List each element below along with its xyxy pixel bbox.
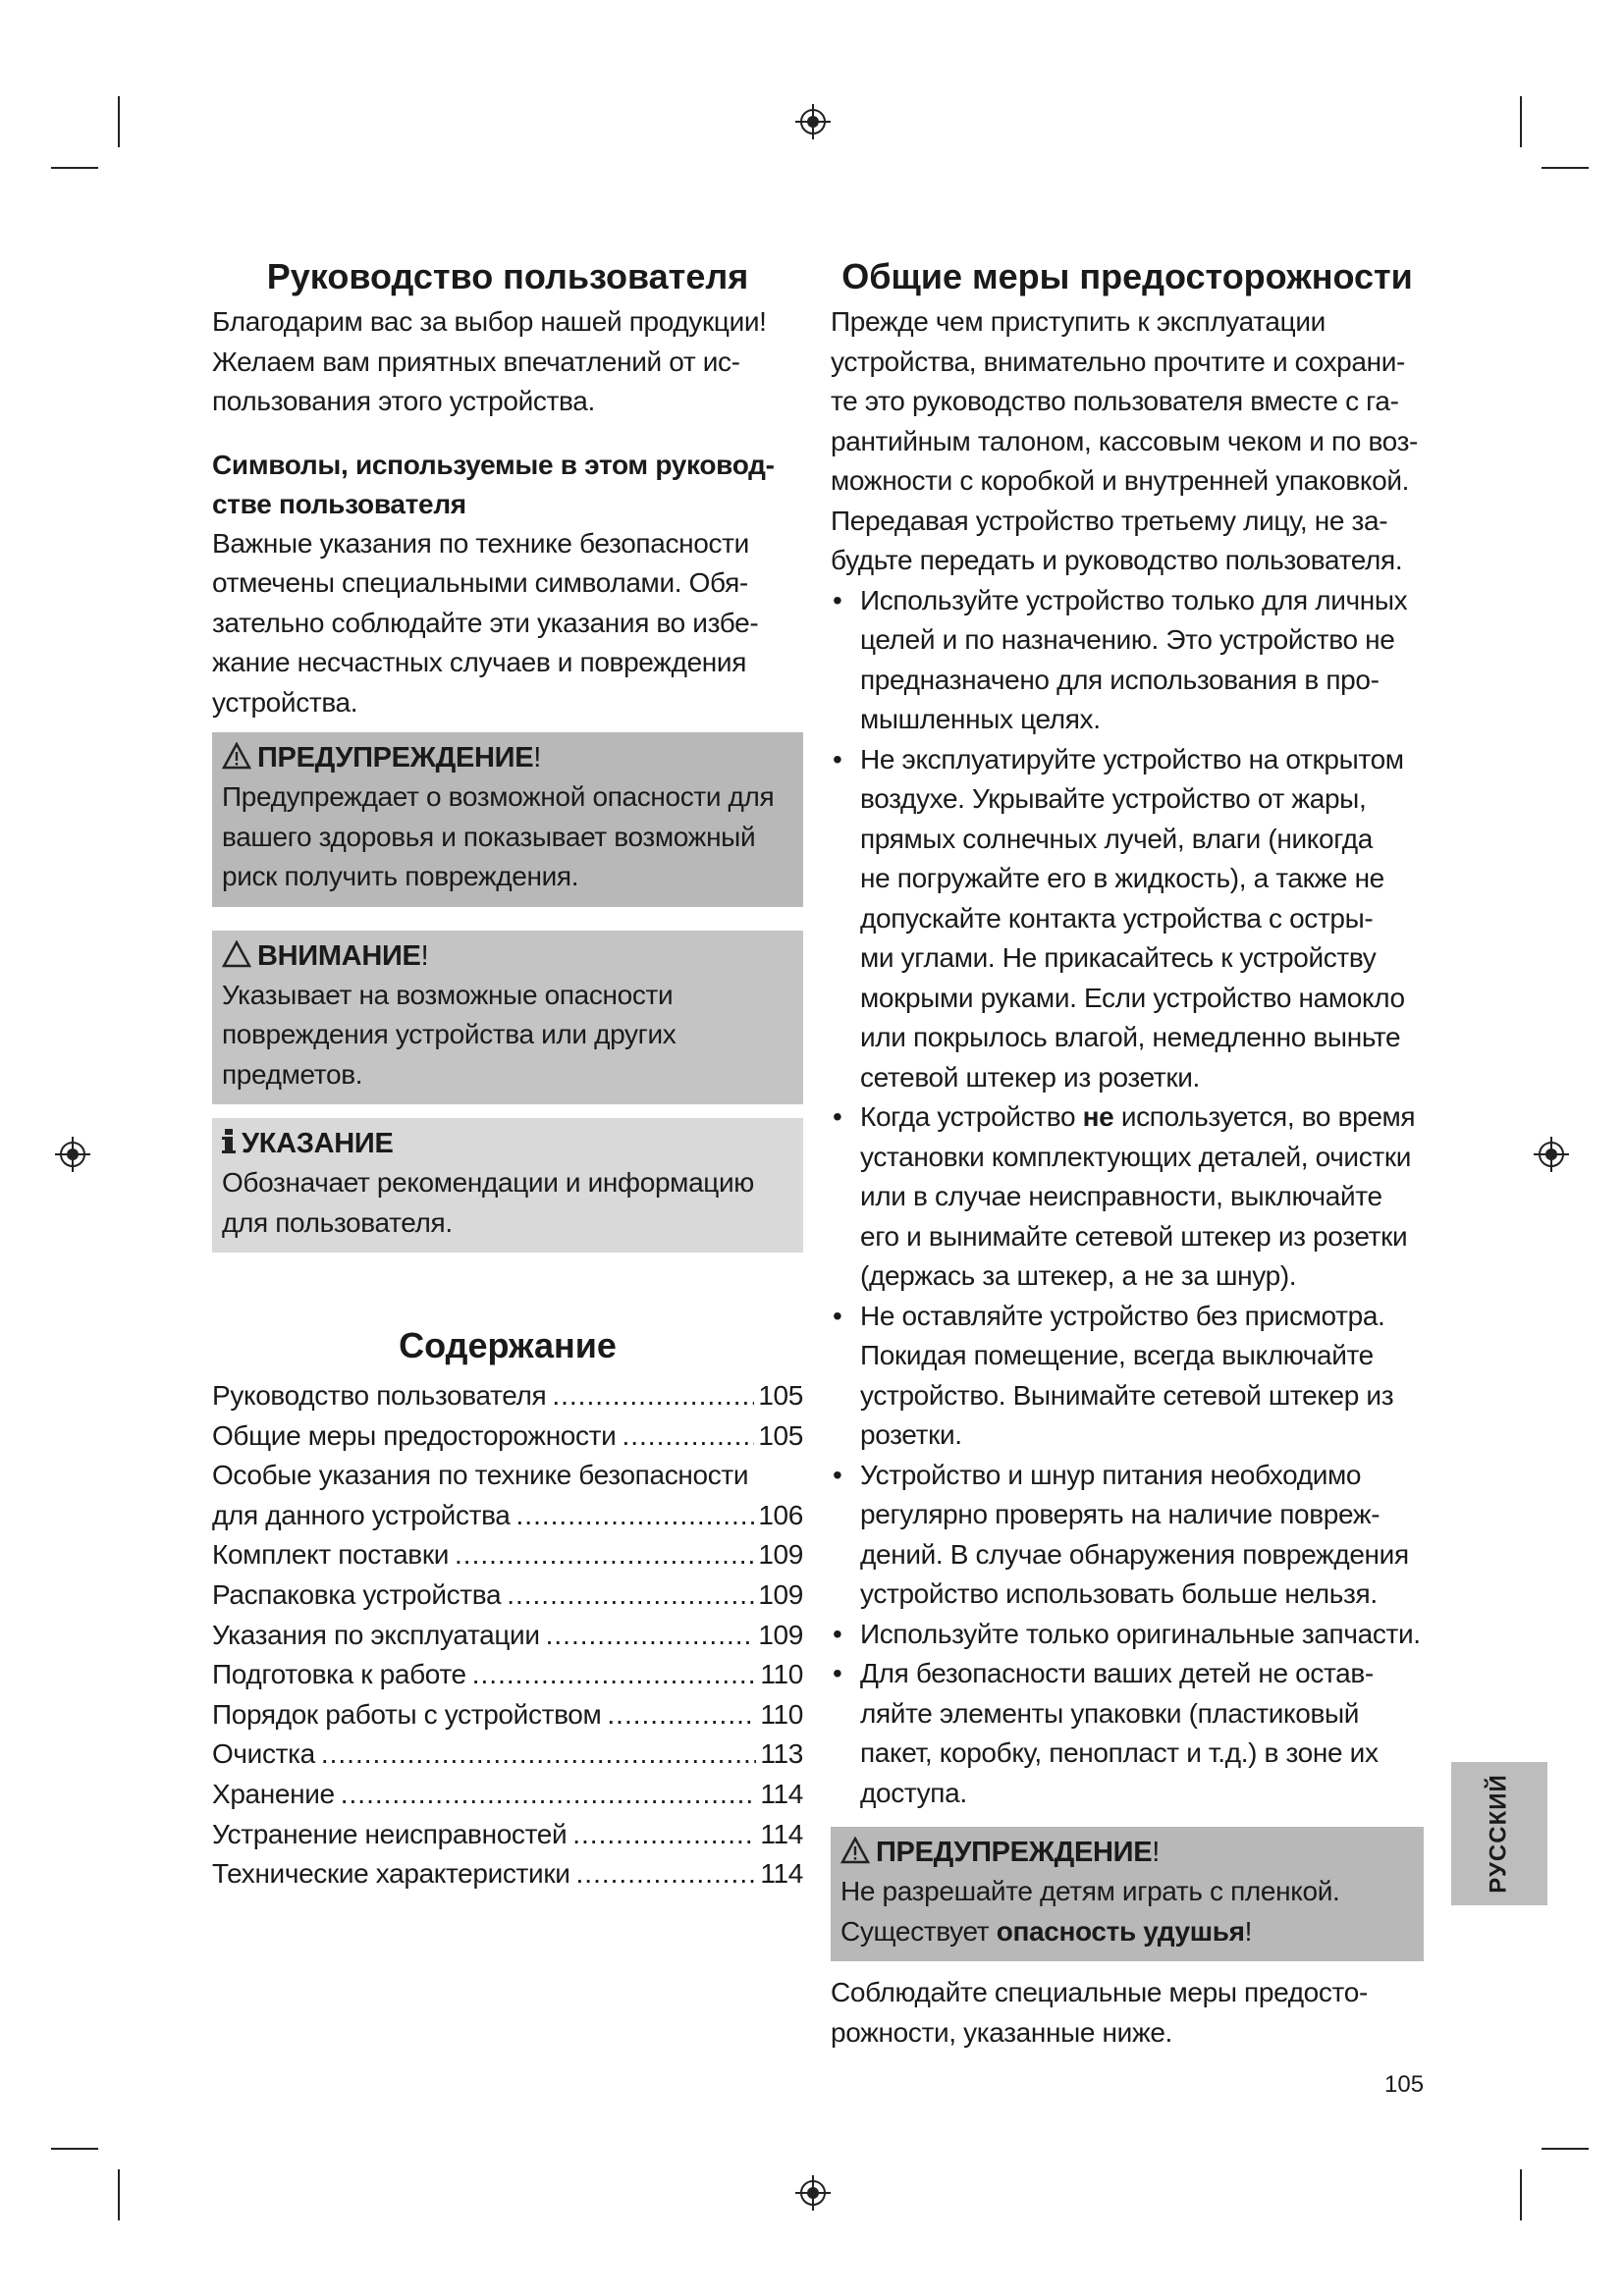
symbols-text [212,524,803,723]
precautions-list [831,581,1424,1814]
crop-mark [1542,167,1589,169]
text-line: Обозначает рекомендации и информацию [222,1167,754,1198]
crop-mark [118,2169,120,2220]
toc-page-number: 114 [760,1858,803,1890]
text-line: • Используйте устройство только для личных [860,584,1408,615]
toc-entry-text: Распаковка устройства [212,1578,502,1610]
section-heading: Символы, используемые в этом руковод- [212,449,775,480]
text-line: • Для безопасности ваших детей не остав- [860,1658,1374,1688]
text-line: будьте передать и руководство пользователя. [831,545,1403,575]
toc-entry-text: Очистка [212,1738,315,1770]
text-line: или в случае неисправности, выключайте [860,1181,1382,1211]
toc-leader-dots [546,1616,755,1656]
page-title: Руководство пользователя [266,256,749,296]
text-line: или покрылось влагой, немедленно выньте [860,1022,1401,1052]
warning-title [840,1833,1414,1872]
warning-title-text: ПРЕДУПРЕЖДЕНИЕ [257,742,534,774]
text-line [840,1912,1414,1952]
exclamation: ! [1152,1837,1161,1868]
text-line: сетевой штекер из розетки. [860,1061,1200,1093]
toc-page-number: 113 [760,1738,803,1770]
text-line: Прежде чем приступить к эксплуатации [831,306,1326,337]
warning-box [212,732,803,907]
toc-page-number: 110 [760,1698,803,1730]
text-line: Покидая помещение, всегда выключайте [860,1340,1374,1370]
toc-page-number: 110 [760,1659,803,1690]
toc-page-number: 109 [758,1578,803,1610]
text-line: Указывает на возможные опасности [222,979,674,1010]
registration-mark-icon [1532,1135,1571,1174]
warning-title-text: ПРЕДУПРЕЖДЕНИЕ [876,1837,1153,1868]
toc-entry-text: Общие меры предосторожности [212,1419,617,1451]
toc-row [212,1695,803,1735]
list-item [831,1097,1424,1297]
text-line: мокрыми руками. Если устройство намокло [860,982,1405,1013]
toc-row [212,1575,803,1616]
text-line: Соблюдайте специальные меры предосто- [831,1977,1368,2007]
text-span: Существует [840,1915,997,1947]
text-line: • Устройство и шнур питания необходимо [860,1459,1362,1490]
language-tab-label: РУССКИЙ [1486,1774,1512,1894]
toc-row [212,1376,803,1416]
toc-row [212,1735,803,1775]
text-line: мышленных целях. [860,704,1101,734]
toc-entry-text: Руководство пользователя [212,1380,547,1411]
child-warning-box [831,1827,1424,1961]
list-item [831,581,1424,740]
left-column [212,253,803,1895]
text-line: ми углами. Не прикасайтесь к устройству [860,942,1377,973]
text-line: Передавая устройство третьему лицу, не за- [831,505,1388,536]
toc-row [212,1655,803,1695]
crop-mark [51,2148,98,2150]
text-line: допускайте контакта устройства с остры- [860,902,1374,934]
warning-triangle-icon [840,1837,870,1864]
text-line: повреждения устройства или других [222,1019,677,1049]
text-line: пакет, коробку, пенопласт и т.д.) в зоне их [860,1737,1379,1768]
text-line: устройства, внимательно прочтите и сохрани- [831,346,1406,377]
toc-row [212,1815,803,1855]
text-span: ! [1244,1915,1253,1947]
outro-text [831,1973,1424,2053]
text-line: жание несчастных случаев и повреждения [212,647,747,677]
text-line: • Не оставляйте устройство без присмотра. [860,1300,1385,1331]
text-line: Благодарим вас за выбор нашей продукции! [212,306,767,337]
warning-triangle-icon [222,742,251,770]
text-line: воздухе. Укрывайте устройство от жары, [860,783,1367,814]
text-line: прямых солнечных лучей, влаги (никогда [860,823,1374,854]
text-line: те это руководство пользователя вместе с га- [831,386,1399,416]
caution-triangle-icon [222,940,251,968]
toc-leader-dots [472,1655,757,1695]
toc-entry-text: Устранение неисправностей [212,1818,568,1849]
list-item [831,1615,1424,1655]
crop-mark [1520,2169,1522,2220]
text-line: доступа. [860,1777,967,1808]
toc-leader-dots [507,1575,754,1616]
text-line: дений. В случае обнаружения повреждения [860,1538,1409,1570]
crop-mark [51,167,98,169]
toc-page-number: 105 [758,1380,803,1411]
text-line: для пользователя. [222,1206,453,1238]
text-line [860,1097,1424,1138]
caution-title [222,936,793,976]
toc-page-number: 109 [758,1619,803,1650]
text-line: пользования этого устройства. [212,386,595,416]
crop-mark [118,96,120,147]
text-line: его и вынимайте сетевой штекер из розетки [860,1220,1408,1252]
text-span: Когда устройство [860,1101,1083,1132]
text-line: регулярно проверять на наличие повреж- [860,1499,1380,1529]
right-column [831,253,1424,2053]
crop-mark [1520,96,1522,147]
text-line: розетки. [860,1419,962,1450]
crop-mark [1542,2148,1589,2150]
text-line: Не разрешайте детям играть с пленкой. [840,1876,1340,1906]
toc-page-number: 109 [758,1539,803,1571]
toc-leader-dots [321,1735,757,1775]
toc-leader-dots [622,1416,754,1457]
text-line: не погружайте его в жидкость), а также не [860,863,1384,893]
text-line: отмечены специальными символами. Обя- [212,567,748,598]
text-line: предметов. [222,1058,363,1090]
text-line: риск получить повреждения. [222,861,579,891]
toc-row [212,1775,803,1815]
text-line: устройства. [212,686,358,718]
text-line: установки комплектующих деталей, очистки [860,1141,1412,1172]
toc-entry-text: Порядок работы с устройством [212,1698,602,1730]
toc-title: Содержание [399,1325,617,1365]
toc-entry-text: Технические характеристики [212,1858,570,1890]
language-tab [1451,1762,1547,1905]
toc-entry-text: Особые указания по технике безопасности [212,1460,749,1491]
toc-leader-dots [572,1815,756,1855]
toc-row [212,1854,803,1895]
list-item [831,1456,1424,1615]
page-number: 105 [1384,2071,1425,2098]
text-line: устройство. Вынимайте сетевой штекер из [860,1379,1394,1411]
toc-entry-text: Хранение [212,1778,335,1809]
exclamation: ! [420,939,429,972]
list-item [831,1654,1424,1813]
toc-page-number: 105 [758,1419,803,1451]
text-line: устройство использовать больше нельзя. [860,1578,1378,1609]
registration-mark-icon [793,2173,833,2213]
toc-leader-dots [576,1854,757,1895]
toc-entry-text: для данного устройства [212,1499,511,1530]
symbols-heading [212,446,803,524]
intro-text [212,302,803,422]
toc-entry-text: Указания по эксплуатации [212,1619,540,1650]
text-span: используется, во время [1113,1101,1416,1132]
caution-title-text: ВНИМАНИЕ [257,939,421,972]
bold-text: не [1082,1101,1114,1132]
text-line: Желаем вам приятных впечатлений от ис- [212,346,740,377]
section-heading: стве пользователя [212,488,466,519]
text-line: рожности, указанные ниже. [831,2016,1172,2048]
table-of-contents [212,1321,803,1895]
toc-row [212,1496,803,1536]
toc-leader-dots [341,1775,757,1815]
text-line: (держась за штекер, а не за шнур). [860,1260,1297,1291]
list-item [831,740,1424,1098]
note-title-text: УКАЗАНИЕ [242,1128,394,1159]
toc-leader-dots [455,1535,754,1575]
toc-row [212,1456,803,1496]
text-line: Важные указания по технике безопасности [212,527,749,559]
toc-leader-dots [607,1695,756,1735]
warning-title [222,738,793,777]
toc-page-number: 114 [760,1818,803,1849]
text-line: целей и по назначению. Это устройство не [860,624,1395,655]
text-line: предназначено для использования в про- [860,664,1380,695]
toc-leader-dots [516,1496,755,1536]
toc-page-number: 106 [758,1499,803,1530]
toc-list [212,1376,803,1895]
toc-row [212,1616,803,1656]
text-line: • Используйте только оригинальные запчасти. [860,1618,1421,1649]
toc-entry-text: Подготовка к работе [212,1659,466,1690]
note-box [212,1118,803,1253]
precautions-intro [831,302,1424,581]
text-line: • Не эксплуатируйте устройство на открытом [860,743,1404,774]
text-line: вашего здоровья и показывает возможный [222,821,756,852]
note-title [222,1124,793,1163]
toc-page-number: 114 [760,1778,803,1809]
caution-box [212,931,803,1105]
toc-row [212,1416,803,1457]
text-line: Предупреждает о возможной опасности для [222,781,775,812]
info-icon [222,1128,236,1155]
text-line: ляйте элементы упаковки (пластиковый [860,1697,1360,1729]
text-line: можности с коробкой и внутренней упаковкой. [831,465,1410,496]
toc-row [212,1535,803,1575]
toc-leader-dots [552,1376,754,1416]
text-line: зательно соблюдайте эти указания во избе- [212,607,759,638]
section-title: Общие меры предосторожности [841,256,1413,296]
registration-mark-icon [53,1135,92,1174]
exclamation: ! [533,742,542,774]
bold-text: опасность удушья [996,1915,1245,1947]
list-item [831,1297,1424,1456]
toc-entry-text: Комплект поставки [212,1539,450,1571]
text-line: рантийным талоном, кассовым чеком и по воз- [831,425,1419,456]
registration-mark-icon [793,102,833,141]
